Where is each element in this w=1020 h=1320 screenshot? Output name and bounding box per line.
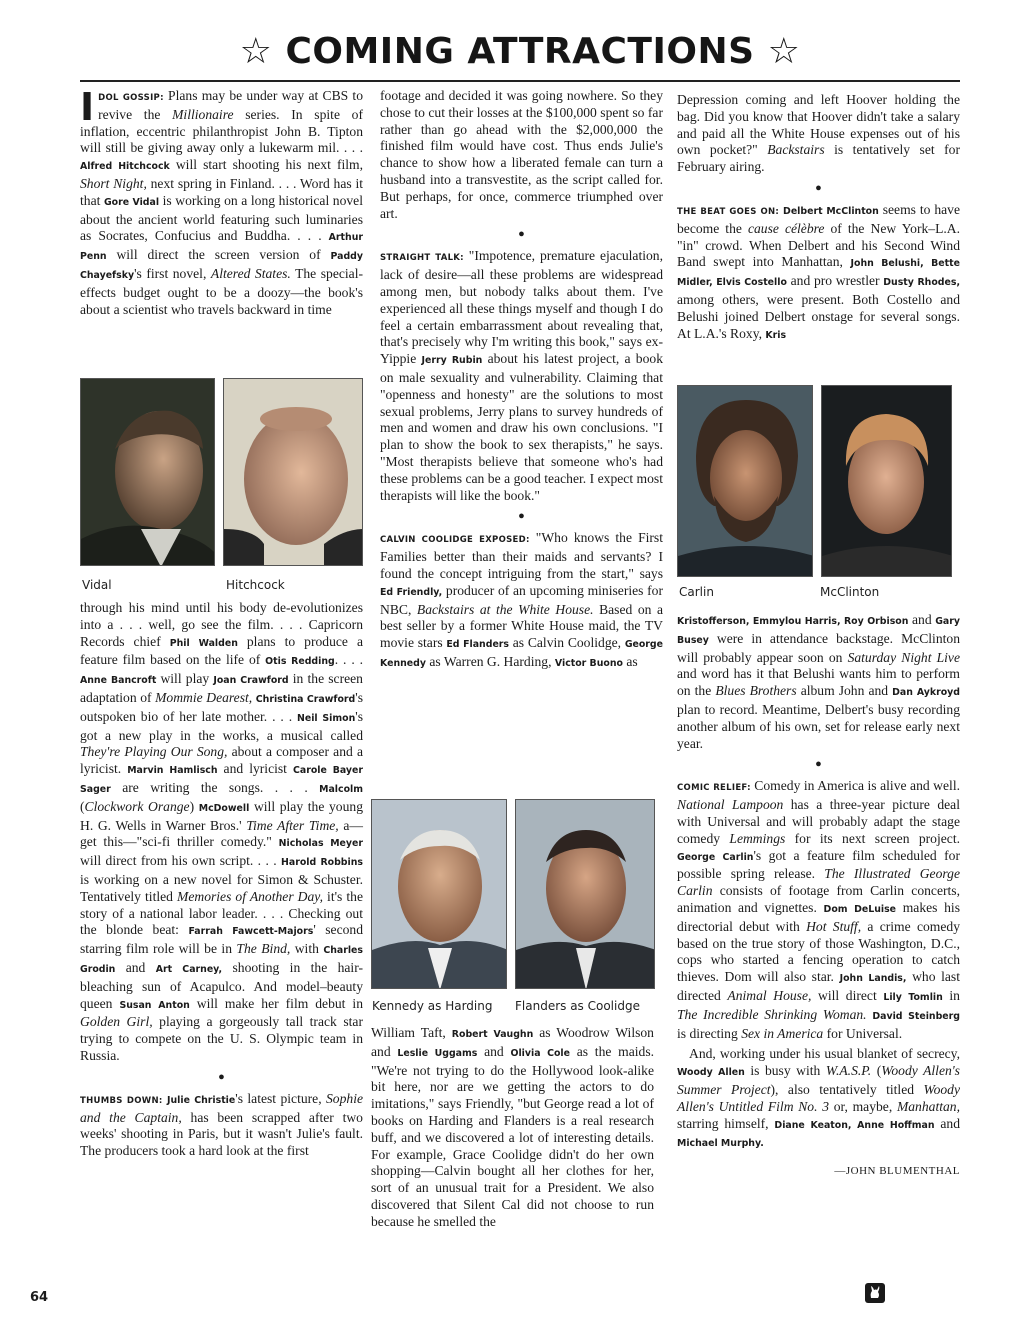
person-name: John Landis, (839, 973, 907, 985)
text-run: seems to have become the (677, 201, 960, 236)
person-name: Leslie Uggams (397, 1047, 478, 1059)
person-name: Neil Simon (297, 712, 356, 724)
text-run: producer of an upcoming miniseries for NBC, (380, 582, 664, 617)
text-run: it's the story of a national labor leader. . . . Checking out the blonde beat: (80, 888, 364, 938)
section-kicker: COMIC RELIEF: (677, 783, 751, 794)
text-run: for its next screen project. (785, 830, 960, 846)
thumbs-down-paragraph (80, 1091, 363, 1160)
person-name: McDowell (198, 802, 250, 814)
photo-mcclinton (821, 385, 952, 577)
beat-goes-on-continued-paragraph (677, 612, 960, 752)
person-name: Dom DeLuise (823, 903, 897, 915)
person-name: Carole Bayer Sager (80, 765, 363, 795)
text-run: 's first novel, (134, 265, 211, 281)
text-run: and lyricist (217, 761, 293, 777)
person-name: Joan Crawford (213, 675, 289, 687)
title-italic: Hot Stuff, (806, 918, 862, 934)
text-run: . . . . (334, 652, 363, 668)
coolidge-exposed-paragraph (380, 530, 663, 672)
photo-vidal (80, 378, 215, 566)
text-run: Depression coming and left Hoover holding the bag. Did you know that Hoover didn't take a salary and paid all the White House expenses out of his own pocket?" (677, 92, 960, 158)
title-italic: Blues Brothers (715, 683, 797, 699)
person-name: Harold Robbins (281, 857, 363, 869)
drop-cap: I (80, 85, 95, 129)
section-kicker: DOL GOSSIP: (98, 93, 164, 103)
title-italic: Millionaire (172, 106, 234, 122)
text-run: and word has it that Belushi wants him to perform on the (677, 666, 960, 699)
person-name: Lily Tomlin (883, 991, 943, 1003)
title-italic: Sophie and the Captain, (80, 1090, 363, 1125)
text-run: Based on a best seller by a former White House maid, the TV movie stars (380, 601, 664, 651)
carlin-portrait-icon (678, 386, 813, 577)
section-kicker: THE BEAT GOES ON: (677, 206, 780, 217)
text-run: 's got a feature film scheduled for possible spring release. (677, 847, 960, 882)
person-name: Nicholas Meyer (278, 838, 363, 850)
text-run: of the New York–L.A. "in" crowd. When Delbert and his Second Wind Band swept into Manhattan, (677, 220, 960, 270)
vidal-portrait-icon (81, 379, 215, 566)
person-name: David Steinberg (872, 1010, 960, 1022)
text-run: ' second starring film role will be in (80, 922, 363, 957)
text-run: 's outspoken bio of her late mother. . . . (80, 689, 363, 724)
title-italic: Woody Allen's Summer Project (677, 1063, 960, 1097)
text-run: will play (156, 671, 214, 687)
caption-flanders: Flanders as Coolidge (515, 999, 640, 1013)
photo-carlin (677, 385, 813, 577)
text-run: ( (871, 1063, 882, 1079)
person-name: Delbert McClinton (783, 205, 879, 217)
text-run: ) (189, 798, 199, 814)
title-italic: Time After Time, (246, 817, 339, 833)
text-run: is directing (677, 1025, 742, 1041)
text-run: makes his directorial debut with (677, 899, 960, 934)
person-name: George Kennedy (380, 639, 663, 669)
text-run: next spring in Finland. . . . Word has it that (80, 175, 364, 208)
photo-hitchcock (223, 378, 363, 566)
title-italic: The Incredible Shrinking Woman. (677, 1006, 867, 1022)
text-run: who last directed (677, 969, 960, 1003)
photo-kennedy (371, 799, 507, 989)
title-italic: Short Night, (80, 175, 147, 191)
title-italic: Clockwork Orange (84, 798, 190, 814)
section-bullet: ● (518, 510, 525, 523)
gossip-continued-paragraph (80, 600, 363, 1065)
person-name: Marvin Hamlisch (127, 765, 218, 777)
title-italic: Sex in America (741, 1025, 824, 1041)
text-run: And, working under his usual blanket of secrecy, (689, 1046, 960, 1062)
text-run: a crime comedy based on the true story of those Washington, D.C., cops who started a fencing operation to catch thieves. Dom will also star. (677, 918, 960, 985)
column-1-top (80, 85, 364, 322)
text-run: about his latest project, a book on male sexuality and vulnerability. Claiming that "openness and honesty" are the solutions to most sexual problems, Jerry plans to survey hundreds of men and women and draw his own conclusions. "I plan to show the book to sex therapists," he says. "Most therapists believe that someone who's had these problems can be a good teacher. I expect most therapists will like the book." (380, 351, 663, 503)
rabbit-head-logo-icon (865, 1283, 885, 1303)
text-run: about a composer and a lyricist. (80, 744, 363, 777)
title-italic: Manhattan, (896, 1098, 960, 1114)
person-name: Arthur Penn (80, 232, 363, 263)
text-run: and (115, 959, 156, 975)
text-run: William Taft, (371, 1025, 452, 1040)
title-italic: The Illustrated George Carlin (677, 866, 960, 899)
title-italic: The Bind, (236, 941, 291, 957)
title-italic: Mommie Dearest, (155, 689, 253, 705)
text-run: and (934, 1115, 961, 1131)
person-name: Julie Christie (167, 1094, 236, 1106)
column-3-top (677, 92, 960, 348)
text-run: with (290, 941, 324, 957)
person-name: Victor Buono (554, 657, 623, 669)
woody-allen-paragraph (677, 1046, 960, 1153)
text-run: plan to record. Meantime, Delbert's busy recording another album of his own, set for release early next year. (677, 701, 960, 751)
title-italic: National Lampoon (677, 797, 784, 813)
idol-gossip-paragraph (80, 85, 364, 318)
person-name: Christina Crawford (255, 693, 356, 705)
person-name: Malcolm (319, 783, 363, 795)
person-name: Charles Grodin (80, 945, 363, 975)
column-1-bottom (80, 600, 363, 1164)
text-run: were in attendance backstage. McClinton will probably appear soon on (677, 630, 960, 665)
person-name: Dan Aykroyd (892, 687, 960, 699)
text-run: as Warren G. Harding, (426, 653, 555, 669)
text-run: is working on a new novel for Simon & Schuster. Tentatively titled (80, 871, 363, 904)
text-run: is busy with (744, 1063, 826, 1079)
text-run: 's latest picture, (235, 1090, 326, 1106)
page-number: 64 (30, 1290, 49, 1305)
text-run: footage and decided it was going nowhere. So they chose to cut their losses at the $100,000 spent so far rather than go ahead with the $2,000,000 the finished film would have cost. Thus ends Julie's chance to show how a liberated female can turn a husband into a transvestite, as the script called for. But perhaps, for once, commerce triumphed over art. (380, 88, 663, 221)
title-italic: Saturday Night Live (847, 649, 960, 665)
person-name: George Carlin (677, 851, 754, 863)
text-run: Plans may be under way at CBS to revive the (98, 88, 363, 122)
text-run: in (942, 987, 960, 1003)
julie-christie-continued-paragraph (380, 88, 663, 222)
title-italic: Backstairs at the White House. (416, 601, 594, 617)
person-name: Ed Friendly, (380, 586, 443, 598)
author-byline: —JOHN BLUMENTHAL (834, 1165, 960, 1178)
column-2-top (380, 88, 663, 677)
text-run: 's got a new play in the works, a musical called (80, 708, 363, 743)
text-run: through his mind until his body de-evolutionizes into a . . . well, go see the film. . . . Capricorn Records chief (80, 600, 363, 649)
person-name: Farrah Fawcett-Majors (188, 926, 314, 938)
text-run: is tentatively set for February airing. (677, 142, 960, 175)
backstairs-continued-paragraph (677, 92, 960, 176)
person-name: Anne Bancroft (80, 675, 157, 687)
mcclinton-portrait-icon (822, 386, 952, 577)
hitchcock-portrait-icon (224, 379, 363, 566)
text-run: will make her film debut in (189, 995, 364, 1011)
text-run: will start shooting his next film, (169, 157, 363, 173)
column-2-bottom (371, 1025, 654, 1235)
person-name: Paddy Chayefsky (80, 251, 363, 281)
text-run: shooting in the hair-bleaching sun of Acapulco. And model–beauty queen (80, 959, 363, 1011)
text-run: and (477, 1043, 511, 1059)
title-italic: Animal House, (727, 987, 812, 1003)
text-run: series. In spite of inflation, eccentric philanthropist John B. Tipton will still be giving away only a lukewarm mil. . . . (80, 106, 363, 156)
text-run: and (908, 612, 936, 627)
text-run: will direct from his own script. . . . (80, 853, 282, 869)
caption-vidal: Vidal (82, 578, 112, 592)
person-name: Robert Vaughn (451, 1029, 534, 1040)
person-name: Michael Murphy. (677, 1138, 764, 1150)
coolidge-continued-paragraph (371, 1025, 654, 1231)
title-italic: Golden Girl, (80, 1014, 153, 1030)
text-run: is working on a long historical novel about the ancient world featuring such luminaries as Socrates, Confucius and Buddha. . . . (80, 192, 363, 244)
text-run: as (622, 653, 638, 669)
person-name: Otis Redding (265, 656, 335, 668)
text-run: and pro wrestler (786, 273, 884, 289)
person-name: Alfred Hitchcock (80, 161, 170, 173)
text-run: consists of footage from Carlin concerts, animation and vignettes. (677, 883, 960, 915)
text-run: has a three-year picture deal with Universal and will probably adapt the stage comedy (677, 797, 960, 846)
text-run: as the maids. "We're not trying to do the Hollywood look-alike bit here, nor are we getting the actors to do imitations," says Friendly, "but George read a lot of books on Harding and Flanders is a real research buff, and we discovered a lot of interesting details. For example, Grace Coolidge didn't do her own shopping—Calvin bought all her clothes for her, sort of an unusual trait for a President. We also discovered that Silent Cal did not choose to run because he smelled the (371, 1043, 655, 1229)
text-run: ( (80, 798, 85, 814)
text-run: as Calvin Coolidge, (509, 635, 625, 651)
person-name: Art Carney, (155, 963, 223, 975)
section-bullet: ● (815, 181, 822, 194)
straight-talk-paragraph (380, 248, 663, 504)
section-bullet: ● (218, 1070, 225, 1083)
text-run: playing a gorgeously tall track star trying to compete on the U. S. Olympic team in Russia. (80, 1014, 363, 1063)
person-name: Dusty Rhodes, (883, 277, 961, 289)
page-headline: ☆ COMING ATTRACTIONS ☆ (239, 31, 801, 72)
title-italic: cause célèbre (747, 220, 825, 236)
title-italic: Memories of Another Day, (177, 888, 323, 904)
comic-relief-paragraph (677, 778, 960, 1042)
headline-rule (80, 80, 960, 82)
text-run: plans to produce a feature film based on the life of (80, 633, 363, 668)
person-name: Gore Vidal (103, 196, 160, 208)
text-run: has been scrapped after two weeks' shooting in Paris, but it wasn't Julie's fault. The producers took a hard look at the first (80, 1109, 363, 1159)
person-name: Olivia Cole (510, 1047, 571, 1059)
text-run: ), also tentatively titled (770, 1081, 924, 1097)
photo-flanders (515, 799, 655, 989)
person-name: Kristofferson, Emmylou Harris, Roy Orbison (677, 616, 909, 627)
section-kicker: STRAIGHT TALK: (380, 253, 464, 264)
text-run: or, maybe, (829, 1098, 897, 1114)
person-name: Susan Anton (119, 999, 190, 1011)
beat-goes-on-paragraph (677, 202, 960, 344)
kennedy-portrait-icon (372, 800, 507, 989)
title-italic: Altered States. (210, 265, 291, 281)
person-name: Kris (765, 329, 787, 341)
person-name: Jerry Rubin (421, 355, 483, 367)
person-name: Gary Busey (677, 616, 960, 646)
flanders-portrait-icon (516, 800, 655, 989)
title-italic: Backstairs (767, 142, 825, 158)
text-run: a—get this—"sci-fi thriller comedy." (80, 817, 363, 850)
title-italic: Woody Allen's Untitled Film No. 3 (677, 1081, 960, 1114)
text-run: in the screen adaptation of (80, 671, 363, 705)
person-name: Ed Flanders (446, 639, 510, 651)
column-3-bottom (677, 612, 960, 1180)
text-run: will play the young H. G. Wells in Warner Bros.' (80, 798, 363, 833)
text-run: as Woodrow Wilson and (371, 1025, 654, 1059)
text-run: "Impotence, premature ejaculation, lack of desire—all these problems are widespread among men, but nobody talks about them. I've experienced all these things myself and though I do feel a certain embarrassment about revealing that, that's precisely why I'm writing this book," says ex-Yippie (380, 248, 664, 367)
caption-carlin: Carlin (679, 585, 714, 599)
section-kicker: CALVIN COOLIDGE EXPOSED: (380, 535, 530, 546)
caption-kennedy: Kennedy as Harding (372, 999, 493, 1013)
caption-mcclinton: McClinton (820, 585, 880, 599)
person-name: John Belushi, Bette Midler, Elvis Costello (677, 258, 960, 289)
caption-hitchcock: Hitchcock (226, 578, 285, 592)
text-run: for Universal. (823, 1025, 903, 1041)
person-name: Diane Keaton, Anne Hoffman (774, 1119, 935, 1131)
section-kicker: THUMBS DOWN: (80, 1095, 163, 1106)
text-run: "Who knows the First Families better than their maids and servants? I found the concept intriguing from the start," says (380, 530, 664, 581)
person-name: Woody Allen (677, 1067, 745, 1079)
text-run: The special-effects budget ought to be a doozy—the book's about a scientist who travels backward in time (80, 265, 363, 317)
title-italic: They're Playing Our Song, (80, 744, 228, 760)
section-bullet: ● (815, 758, 822, 771)
title-italic: W.A.S.P. (825, 1063, 872, 1079)
text-run: will direct the screen version of (106, 247, 331, 263)
person-name: Phil Walden (169, 637, 238, 649)
section-bullet: ● (518, 228, 525, 241)
text-run: Comedy in America is alive and well. (750, 778, 960, 794)
text-run: album John and (796, 683, 893, 699)
text-run: starring himself, (677, 1115, 775, 1131)
text-run: will direct (811, 987, 884, 1003)
text-run: are writing the songs. . . . (110, 779, 320, 795)
title-italic: Lemmings (729, 830, 786, 846)
text-run: among others, were present. Both Costello and Belushi joined Delbert onstage for several songs. At L.A.'s Roxy, (677, 291, 960, 341)
